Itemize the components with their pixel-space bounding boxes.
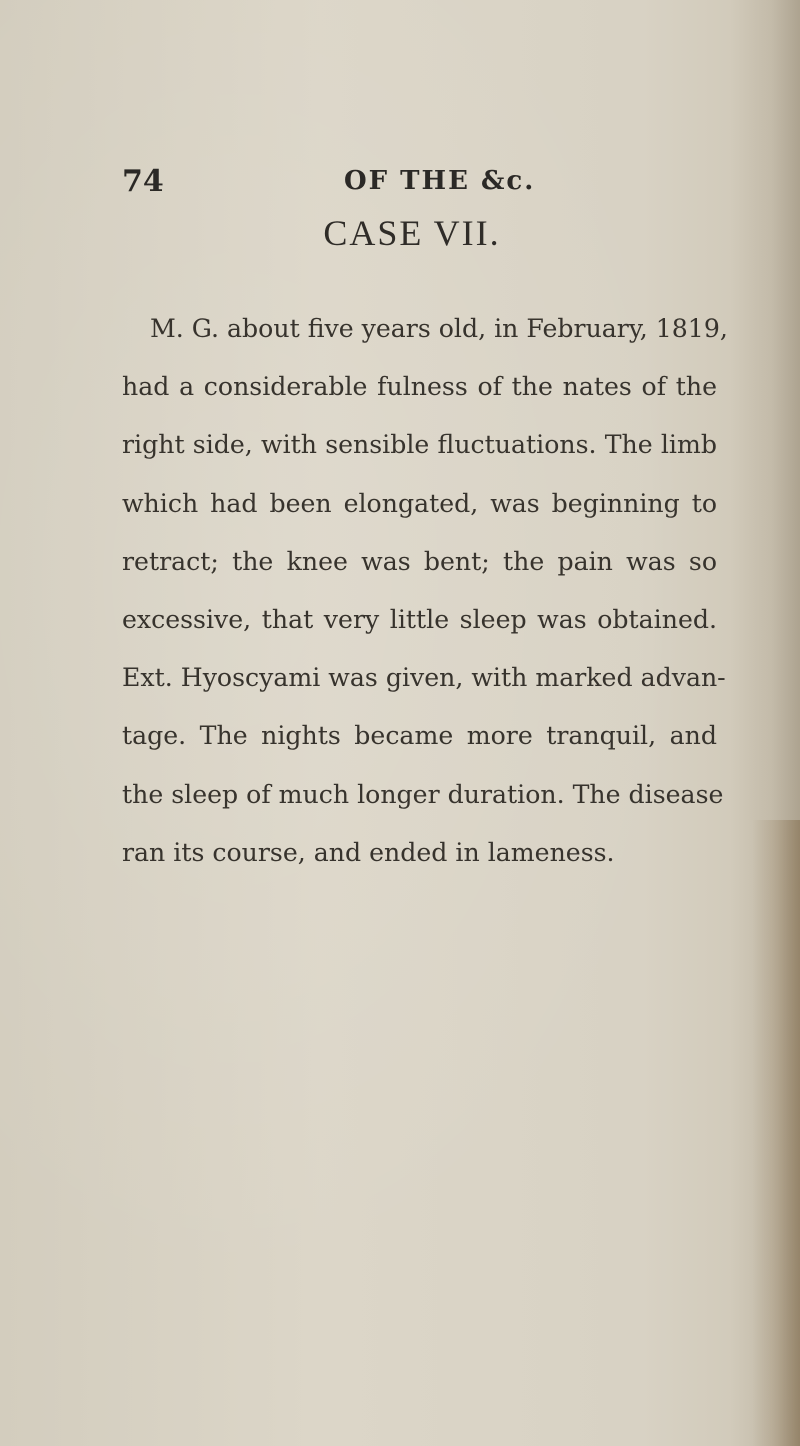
paragraph-line: Ext. Hyoscyami was given, with marked advan- (122, 663, 726, 693)
case-paragraph (122, 300, 728, 882)
paragraph-line: right side, with sensible fluctuations. The limb (122, 430, 717, 460)
page-header (122, 160, 702, 210)
paragraph-line: M. G. about five years old, in February, 1819, (150, 314, 728, 343)
paragraph-line: the sleep of much longer duration. The disease (122, 779, 724, 809)
paragraph-line: which had been elongated, was beginning to (122, 488, 717, 518)
running-head: OF THE &c. (344, 166, 536, 196)
paragraph-line: retract; the knee was bent; the pain was so (122, 546, 717, 576)
paragraph-line: tage. The nights became more tranquil, and (122, 721, 717, 751)
case-title: CASE VII. (323, 213, 501, 253)
paragraph-line: excessive, that very little sleep was obtained. (122, 604, 717, 634)
page-number: 74 (122, 164, 164, 199)
paragraph-line: ran its course, and ended in lameness. (122, 837, 615, 867)
paragraph-line: had a considerable fulness of the nates of the (122, 372, 717, 402)
page-edge-stain (752, 820, 800, 1446)
